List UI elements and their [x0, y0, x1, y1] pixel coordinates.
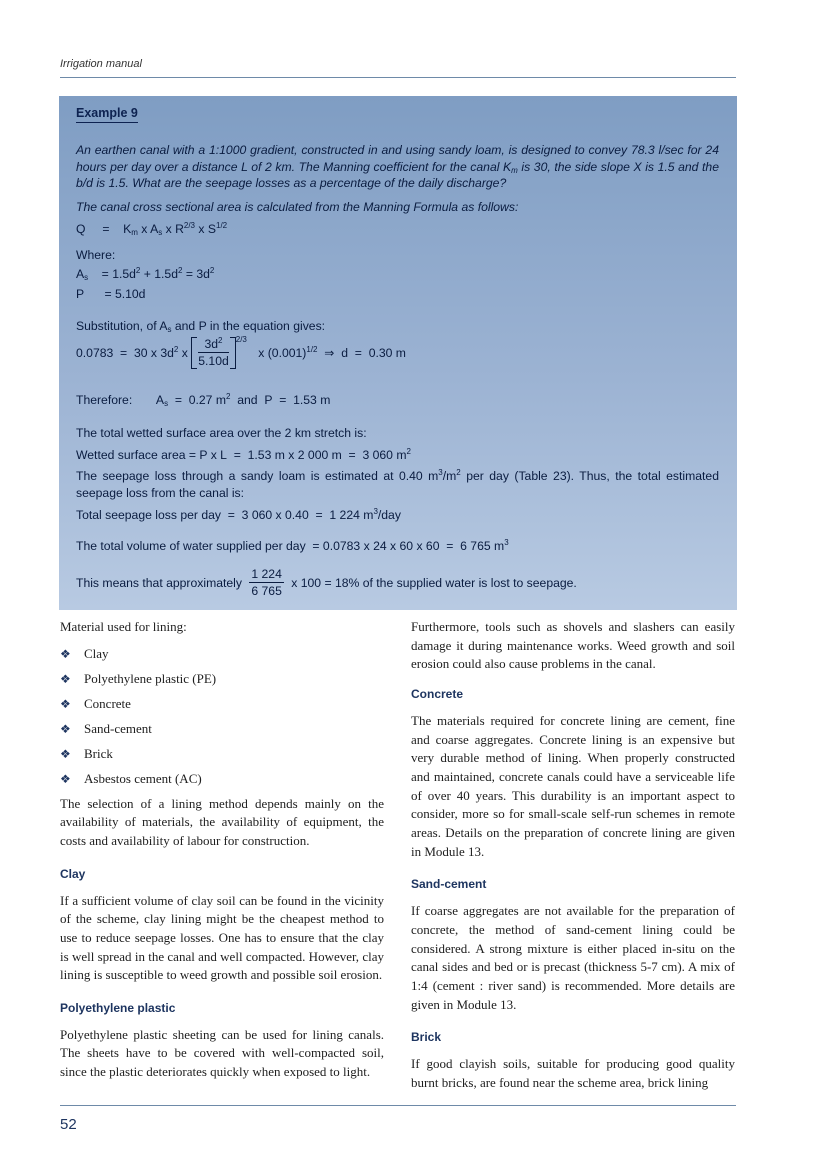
wetted-intro: The total wetted surface area over the 2 km stretch is:: [76, 426, 367, 440]
clay-paragraph: If a sufficient volume of clay soil can be found in the vicinity of the scheme, clay lining might be the cheapest method to use to reduce seepage losses. One has to ensure that the clay is well spread in the canal and well compacted. However, clay lining is susceptible to weed growth and possible soil erosion.: [60, 892, 384, 983]
bracket-fraction: $\frac{3d^2}{5.10d}$: [191, 337, 236, 369]
calc-intro: The canal cross sectional area is calculated from the Manning Formula as follows:: [76, 200, 519, 214]
list-item: ❖ Asbestos cement (AC): [60, 770, 202, 786]
bullet-icon: ❖: [60, 771, 71, 786]
bullet-icon: ❖: [60, 696, 71, 711]
right-column: [411, 618, 735, 1092]
main-equation: 0.0783 = 30 x $3d^2$ x $\frac{3d^2}{5.10d}$ $^{2/3}$ x $(0.001)^{1/2}$ ⇒ d = 0.30 m: [76, 335, 406, 368]
conclusion: This means that approximately $\frac{1 224}{6 765}$ x 100 = 18% of the supplied water is lost to seepage.: [76, 567, 577, 598]
bullet-icon: ❖: [60, 721, 71, 736]
selection-paragraph: The selection of a lining method depends mainly on the availability of materials, the availability of equipment, the costs and availability of labour for construction.: [60, 795, 384, 849]
concrete-paragraph: The materials required for concrete lining are cement, fine and coarse aggregates. Concrete lining is an expensive but very durable method of lining. When properly constructed and maintained, concrete canals could have a serviceable life of over 40 years. This durability is an important aspect to consider, more so for small-scale self-run schemes in remote areas. Details on the preparation of concrete lining are given in Module 13.: [411, 712, 735, 859]
as-definition: $A_s$ = $1.5d^2 + 1.5d^2 = 3d^2$: [76, 266, 215, 282]
brick-heading: Brick: [411, 1030, 442, 1045]
list-item: ❖ Sand-cement: [60, 720, 152, 736]
furthermore-paragraph: Furthermore, tools such as shovels and slashers can easily damage it during maintenance works. Weed growth and soil erosion could also cause problems in the canal.: [411, 619, 735, 672]
lining-intro: Material used for lining:: [60, 619, 187, 634]
substitution-text: Substitution, of $A_s$ and P in the equation gives:: [76, 319, 326, 334]
concrete-heading: Concrete: [411, 687, 464, 702]
example-title: Example 9: [76, 106, 138, 123]
total-volume: The total volume of water supplied per day = 0.0783 x 24 x 60 x 60 = 6 765 $m^3$: [76, 538, 509, 553]
materials-list: [60, 645, 384, 795]
clay-heading: Clay: [60, 866, 86, 881]
bullet-icon: ❖: [60, 646, 71, 661]
pe-paragraph: Polyethylene plastic sheeting can be used for lining canals. The sheets have to be covered with well-compacted soil, since the plastic deteriorates quickly when exposed to light.: [60, 1026, 384, 1080]
where-label: Where:: [76, 248, 116, 262]
wetted-area: Wetted surface area = P x L = 1.53 m x 2 000 m = 3 060 $m^2$: [76, 447, 411, 462]
header-rule: [60, 77, 736, 78]
bullet-icon: ❖: [60, 746, 71, 761]
manning-formula: Q = $K_m$ x $A_s$ x $R^{2/3}$ x $S^{1/2}$: [76, 221, 228, 237]
list-item: ❖ Polyethylene plastic (PE): [60, 670, 217, 686]
conclusion-fraction: $\frac{1 224}{6 765}$: [251, 567, 282, 598]
total-seepage: Total seepage loss per day = 3 060 x 0.40 = 1 224 $m^3$/day: [76, 507, 401, 522]
list-item: ❖ Concrete: [60, 695, 131, 711]
p-definition: P = 5.10d: [76, 287, 146, 301]
example-box: [59, 96, 737, 610]
example-problem: An earthen canal with a 1:1000 gradient, constructed in and using sandy loam, is designed to convey 78.3 l/sec for 24 hours per day over a distance L of 2 km. The Manning coefficient for the canal $K_m$ is 30, the side slope X is 1.5 and the b/d is 1.5. What are the seepage losses as a percentage of the daily discharge?: [76, 143, 719, 190]
footer-rule: [60, 1105, 736, 1106]
sandcement-heading: Sand-cement: [411, 877, 487, 892]
left-column: [60, 618, 384, 1082]
page-number: 52: [60, 1116, 77, 1133]
brick-paragraph: If good clayish soils, suitable for producing good quality burnt bricks, are found near the scheme area, brick lining: [411, 1056, 735, 1090]
sandcement-paragraph: If coarse aggregates are not available for the preparation of concrete, the method of sand-cement lining could be considered. A strong mixture is either placed in-situ on the canal sides and bed or is precast (thickness 5-7 cm). A mix of 1:4 (cement : river sand) is recommended. More details are given in Module 13.: [411, 903, 735, 1012]
seepage-estimate: The seepage loss through a sandy loam is estimated at 0.40 $m^3/m^2$ per day (Table 23). Thus, the total estimated seepage loss from the canal is:: [76, 468, 719, 500]
list-item: ❖ Brick: [60, 745, 113, 761]
running-header: Irrigation manual: [60, 58, 142, 70]
pe-heading: Polyethylene plastic: [60, 1001, 176, 1016]
list-item: ❖ Clay: [60, 645, 109, 661]
therefore-line: Therefore: $A_s = 0.27$ $m^2$ and P = 1.53 m: [76, 392, 331, 408]
bullet-icon: ❖: [60, 671, 71, 686]
